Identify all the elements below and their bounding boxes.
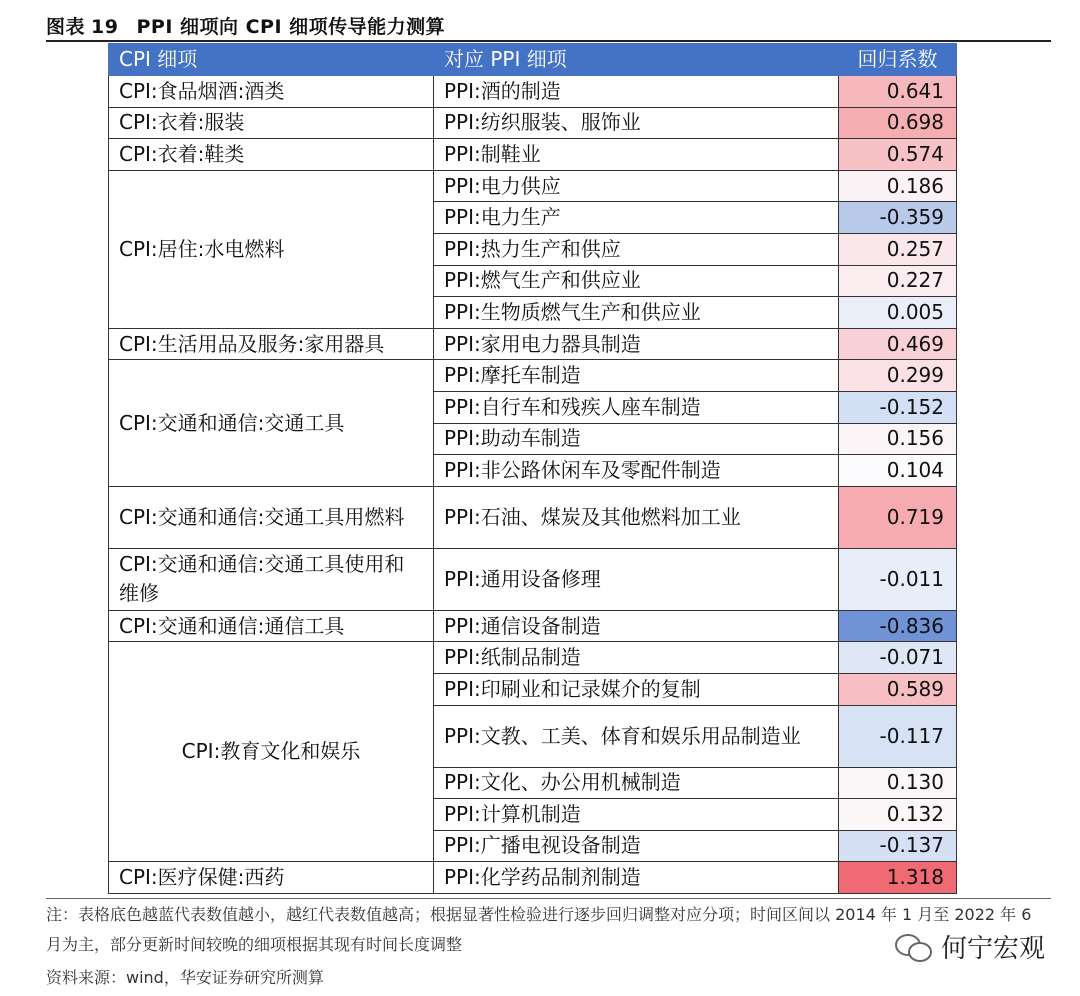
- ppi-cell: PPI:燃气生产和供应业: [434, 265, 839, 297]
- cpi-cell: CPI:交通和通信:交通工具使用和维修: [109, 548, 434, 610]
- title-text: PPI 细项向 CPI 细项传导能力测算: [136, 16, 446, 38]
- cpi-cell: CPI:交通和通信:通信工具: [109, 610, 434, 642]
- coef-cell: -0.117: [839, 705, 957, 767]
- table-row: [109, 139, 957, 171]
- ppi-cell: PPI:家用电力器具制造: [434, 328, 839, 360]
- ppi-cell: PPI:石油、煤炭及其他燃料加工业: [434, 486, 839, 548]
- coef-cell: 0.641: [839, 76, 957, 108]
- table-row: [109, 486, 957, 548]
- table-row: [109, 107, 957, 139]
- coef-cell: 0.469: [839, 328, 957, 360]
- cpi-cell: CPI:食品烟酒:酒类: [109, 76, 434, 108]
- ppi-cell: PPI:助动车制造: [434, 423, 839, 455]
- coef-cell: 0.257: [839, 233, 957, 265]
- chart-title: [46, 12, 445, 39]
- ppi-cell: PPI:酒的制造: [434, 76, 839, 108]
- coef-cell: -0.011: [839, 548, 957, 610]
- coef-cell: 1.318: [839, 862, 957, 894]
- table-row: [109, 548, 957, 610]
- bottom-rule: [46, 898, 1051, 899]
- table-row: [109, 328, 957, 360]
- coef-cell: 0.574: [839, 139, 957, 171]
- ppi-cell: PPI:纺织服装、服饰业: [434, 107, 839, 139]
- ppi-cell: PPI:通用设备修理: [434, 548, 839, 610]
- cpi-cell: CPI:教育文化和娱乐: [109, 642, 434, 862]
- ppi-cell: PPI:自行车和残疾人座车制造: [434, 391, 839, 423]
- ppi-cell: PPI:通信设备制造: [434, 610, 839, 642]
- cpi-cell: CPI:生活用品及服务:家用器具: [109, 328, 434, 360]
- top-rule: [46, 40, 1051, 42]
- coef-cell: -0.836: [839, 610, 957, 642]
- watermark: [895, 928, 1045, 965]
- header-coef: 回归系数: [839, 44, 957, 76]
- coef-cell: 0.005: [839, 297, 957, 329]
- ppi-cell: PPI:化学药品制剂制造: [434, 862, 839, 894]
- coef-cell: -0.071: [839, 642, 957, 674]
- watermark-text: 何宁宏观: [941, 934, 1046, 964]
- cpi-cell: CPI:交通和通信:交通工具用燃料: [109, 486, 434, 548]
- coef-cell: 0.156: [839, 423, 957, 455]
- regression-table: [108, 43, 957, 894]
- coef-cell: 0.299: [839, 360, 957, 392]
- ppi-cell: PPI:文化、办公用机械制造: [434, 767, 839, 799]
- ppi-cell: PPI:热力生产和供应: [434, 233, 839, 265]
- footnote-text: 注：表格底色越蓝代表数值越小，越红代表数值越高；根据显著性检验进行逐步回归调整对应分项；时间区间以 2014 年 1 月至 2022 年 6 月为主，部分更新时间较晚的细项根据其现有时间长度调整: [46, 905, 1032, 954]
- header-ppi: 对应 PPI 细项: [434, 44, 839, 76]
- header-row: [109, 44, 957, 76]
- header-cpi: CPI 细项: [109, 44, 434, 76]
- ppi-cell: PPI:非公路休闲车及零配件制造: [434, 455, 839, 487]
- ppi-cell: PPI:制鞋业: [434, 139, 839, 171]
- coef-cell: 0.227: [839, 265, 957, 297]
- table-row: [109, 862, 957, 894]
- coef-cell: 0.132: [839, 799, 957, 831]
- table-row: [109, 76, 957, 108]
- ppi-cell: PPI:电力生产: [434, 202, 839, 234]
- cpi-cell: CPI:交通和通信:交通工具: [109, 360, 434, 486]
- cpi-cell: CPI:医疗保健:西药: [109, 862, 434, 894]
- ppi-cell: PPI:广播电视设备制造: [434, 830, 839, 862]
- cpi-cell: CPI:居住:水电燃料: [109, 170, 434, 328]
- ppi-cell: PPI:印刷业和记录媒介的复制: [434, 673, 839, 705]
- table-row: [109, 642, 957, 674]
- source-text: 资料来源：wind，华安证券研究所测算: [46, 968, 324, 987]
- cpi-cell: CPI:衣着:鞋类: [109, 139, 434, 171]
- ppi-cell: PPI:纸制品制造: [434, 642, 839, 674]
- table-body: [109, 76, 957, 894]
- coef-cell: -0.137: [839, 830, 957, 862]
- coef-cell: 0.589: [839, 673, 957, 705]
- coef-cell: -0.359: [839, 202, 957, 234]
- table-row: [109, 610, 957, 642]
- coef-cell: 0.719: [839, 486, 957, 548]
- cpi-cell: CPI:衣着:服装: [109, 107, 434, 139]
- ppi-cell: PPI:摩托车制造: [434, 360, 839, 392]
- title-number: 19: [91, 16, 119, 38]
- table-row: [109, 360, 957, 392]
- coef-cell: 0.130: [839, 767, 957, 799]
- coef-cell: 0.186: [839, 170, 957, 202]
- ppi-cell: PPI:生物质燃气生产和供应业: [434, 297, 839, 329]
- wechat-icon: [895, 932, 933, 962]
- ppi-cell: PPI:电力供应: [434, 170, 839, 202]
- title-prefix: 图表: [46, 16, 86, 38]
- ppi-cell: PPI:文教、工美、体育和娱乐用品制造业: [434, 705, 839, 767]
- table-row: [109, 170, 957, 202]
- coef-cell: -0.152: [839, 391, 957, 423]
- ppi-cell: PPI:计算机制造: [434, 799, 839, 831]
- coef-cell: 0.698: [839, 107, 957, 139]
- coef-cell: 0.104: [839, 455, 957, 487]
